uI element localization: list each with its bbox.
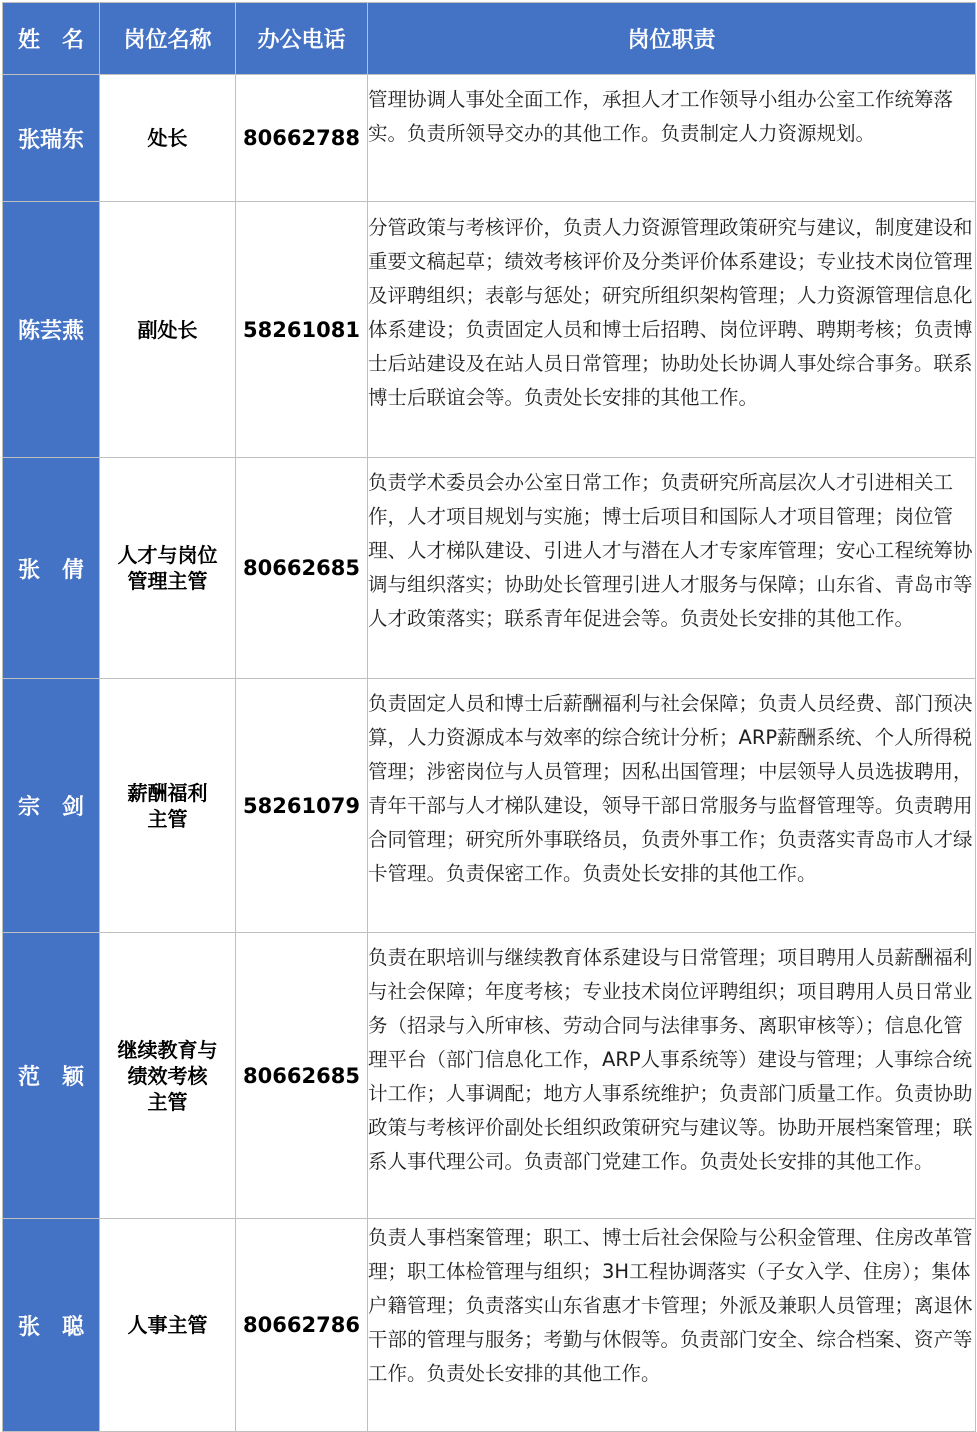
header-name: 姓 名 [3, 3, 100, 75]
table-row [3, 458, 976, 679]
job-duty: 负责固定人员和博士后薪酬福利与社会保障；负责人员经费、部门预决算，人力资源成本与效率的综合统计分析；ARP薪酬系统、个人所得税管理；涉密岗位与人员管理；因私出国管理；中层领导人员选拔聘用，青年干部与人才梯队建设，领导干部日常服务与监督管理等。负责聘用合同管理；研究所外事联络员，负责外事工作；负责落实青岛市人才绿卡管理。负责保密工作。负责处长安排的其他工作。 [368, 679, 976, 933]
office-phone: 58261079 [236, 679, 368, 933]
job-duty: 管理协调人事处全面工作，承担人才工作领导小组办公室工作统筹落实。负责所领导交办的其他工作。负责制定人力资源规划。 [368, 75, 976, 202]
post-title: 人才与岗位 管理主管 [117, 543, 218, 593]
header-phone: 办公电话 [236, 3, 368, 75]
table-row [3, 75, 976, 202]
staff-name: 宗 剑 [3, 679, 100, 933]
table-row [3, 679, 976, 933]
post-title: 副处长 [137, 317, 198, 342]
staff-name: 陈芸燕 [3, 202, 100, 458]
staff-name: 张 倩 [3, 458, 100, 679]
header-post: 岗位名称 [100, 3, 236, 75]
office-phone: 80662685 [236, 933, 368, 1219]
job-duty: 负责在职培训与继续教育体系建设与日常管理；项目聘用人员薪酬福利与社会保障；年度考核；专业技术岗位评聘组织；项目聘用人员日常业务（招录与入所审核、劳动合同与法律事务、离职审核等）；信息化管理平台（部门信息化工作，ARP人事系统等）建设与管理；人事综合统计工作；人事调配；地方人事系统维护；负责部门质量工作。负责协助政策与考核评价副处长组织政策研究与建议等。协助开展档案管理；联系人事代理公司。负责部门党建工作。负责处长安排的其他工作。 [368, 933, 976, 1219]
header-duty: 岗位职责 [368, 3, 976, 75]
office-phone: 58261081 [236, 202, 368, 458]
table-row [3, 202, 976, 458]
post-title: 处长 [147, 126, 188, 150]
table-header-row [3, 3, 976, 75]
table-row [3, 933, 976, 1219]
office-phone: 80662788 [236, 75, 368, 202]
post-title: 薪酬福利 主管 [127, 780, 208, 831]
post-title: 人事主管 [127, 1313, 208, 1337]
staff-name: 范 颖 [3, 933, 100, 1219]
staff-name: 张 聪 [3, 1219, 100, 1432]
office-phone: 80662786 [236, 1219, 368, 1432]
table-row [3, 1219, 976, 1432]
post-title: 继续教育与 绩效考核 主管 [117, 1037, 218, 1114]
staff-name: 张瑞东 [3, 75, 100, 202]
staff-duty-table [2, 2, 976, 1432]
office-phone: 80662685 [236, 458, 368, 679]
job-duty: 分管政策与考核评价，负责人力资源管理政策研究与建议，制度建设和重要文稿起草；绩效考核评价及分类评价体系建设；专业技术岗位管理及评聘组织；表彰与惩处；研究所组织架构管理；人力资源管理信息化体系建设；负责固定人员和博士后招聘、岗位评聘、聘期考核；负责博士后站建设及在站人员日常管理；协助处长协调人事处综合事务。联系博士后联谊会等。负责处长安排的其他工作。 [368, 202, 976, 458]
job-duty: 负责人事档案管理；职工、博士后社会保险与公积金管理、住房改革管理；职工体检管理与组织；3H工程协调落实（子女入学、住房）；集体户籍管理；负责落实山东省惠才卡管理；外派及兼职人员管理；离退休干部的管理与服务；考勤与休假等。负责部门安全、综合档案、资产等工作。负责处长安排的其他工作。 [368, 1219, 976, 1432]
job-duty: 负责学术委员会办公室日常工作；负责研究所高层次人才引进相关工作，人才项目规划与实施；博士后项目和国际人才项目管理；岗位管理、人才梯队建设、引进人才与潜在人才专家库管理；安心工程统筹协调与组织落实；协助处长管理引进人才服务与保障；山东省、青岛市等人才政策落实；联系青年促进会等。负责处长安排的其他工作。 [368, 458, 976, 679]
